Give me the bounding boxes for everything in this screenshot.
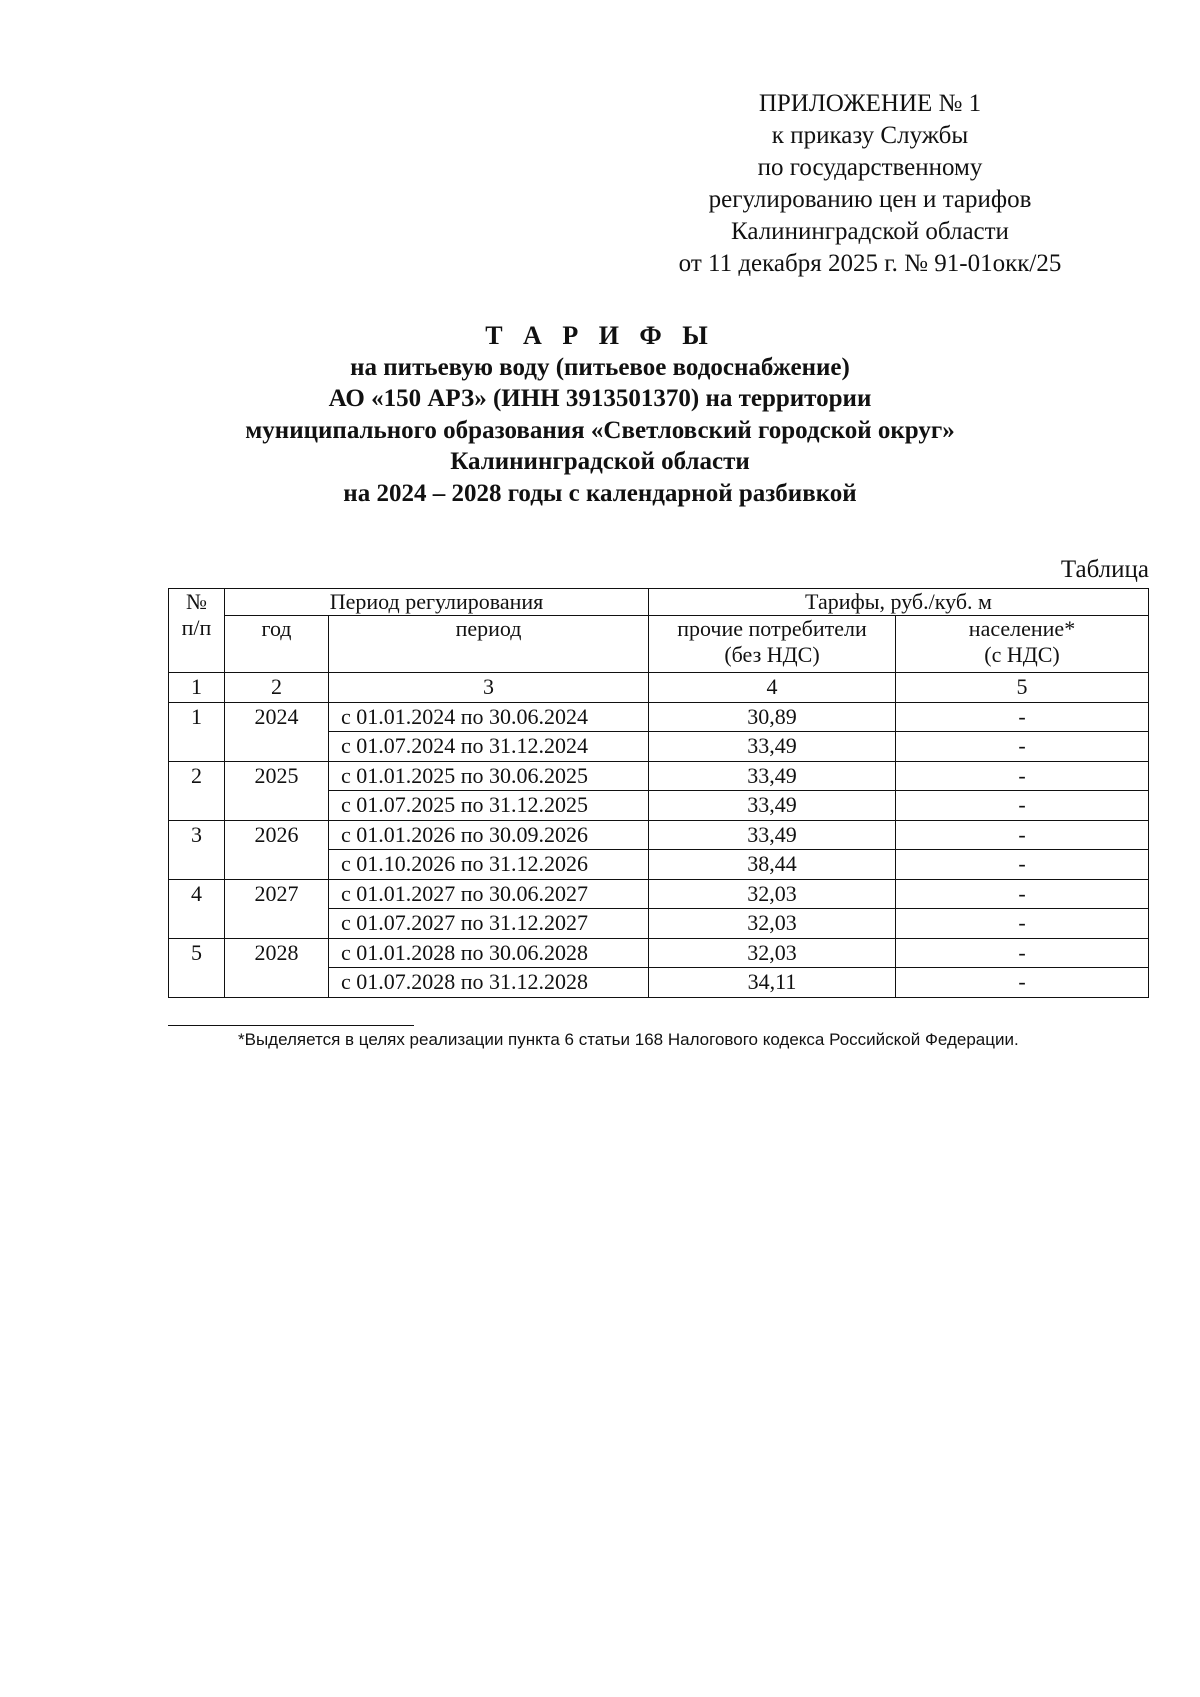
row-num: 4: [169, 879, 225, 938]
header-other-consumers: прочие потребители (без НДС): [649, 616, 896, 673]
appendix-heading: ПРИЛОЖЕНИЕ № 1: [758, 90, 982, 117]
row-tariff-other: 38,44: [649, 850, 896, 880]
row-period: с 01.01.2027 по 30.06.2027: [329, 879, 649, 909]
column-number: 1: [169, 673, 225, 703]
header-period: период: [329, 616, 649, 673]
table-row: [169, 761, 1149, 791]
table-row: [169, 879, 1149, 909]
table-row: [169, 938, 1149, 968]
column-numbers-row: [169, 673, 1149, 703]
row-year: 2025: [225, 761, 329, 820]
title-line: АО «150 АРЗ» (ИНН 3913501370) на территории: [328, 385, 872, 412]
appendix-order-date: от 11 декабря 2025 г. № 91-01окк/25: [678, 250, 1062, 277]
table-row: [169, 820, 1149, 850]
row-year: 2024: [225, 702, 329, 761]
title-line: на 2024 – 2028 годы с календарной разбивкой: [343, 479, 857, 507]
footnote: *Выделяется в целях реализации пункта 6 статьи 168 Налогового кодекса Российской Федерации.: [238, 1030, 1019, 1049]
row-year: 2026: [225, 820, 329, 879]
row-tariff-population: -: [896, 791, 1149, 821]
title-line: Калининградской области: [450, 448, 750, 475]
row-period: с 01.07.2027 по 31.12.2027: [329, 909, 649, 939]
title-line: на питьевую воду (питьевое водоснабжение): [350, 353, 850, 381]
header-num: № п/п: [169, 589, 225, 673]
header-tariff-group: Тарифы, руб./куб. м: [649, 589, 1149, 616]
row-period: с 01.01.2026 по 30.09.2026: [329, 820, 649, 850]
header-period-group: Период регулирования: [225, 589, 649, 616]
appendix-line: к приказу Службы: [771, 122, 969, 149]
row-num: 5: [169, 938, 225, 997]
tariffs-table: [168, 588, 1149, 998]
row-tariff-population: -: [896, 761, 1149, 791]
row-tariff-population: -: [896, 938, 1149, 968]
row-tariff-other: 34,11: [649, 968, 896, 998]
appendix-line: по государственному: [757, 154, 983, 181]
table-subheader-row: [169, 616, 1149, 673]
appendix-block: [640, 88, 1100, 280]
row-tariff-other: 30,89: [649, 702, 896, 732]
row-tariff-other: 32,03: [649, 879, 896, 909]
title-line: муниципального образования «Светловский городской округ»: [245, 416, 955, 444]
row-period: с 01.01.2024 по 30.06.2024: [329, 702, 649, 732]
row-period: с 01.07.2028 по 31.12.2028: [329, 968, 649, 998]
row-tariff-other: 33,49: [649, 761, 896, 791]
row-tariff-population: -: [896, 732, 1149, 762]
row-num: 2: [169, 761, 225, 820]
column-number: 2: [225, 673, 329, 703]
table-row: [169, 702, 1149, 732]
footnote-divider: [168, 1025, 414, 1026]
column-number: 3: [329, 673, 649, 703]
appendix-line: регулированию цен и тарифов: [708, 186, 1032, 213]
row-tariff-other: 32,03: [649, 909, 896, 939]
row-period: с 01.10.2026 по 31.12.2026: [329, 850, 649, 880]
row-year: 2027: [225, 879, 329, 938]
column-number: 4: [649, 673, 896, 703]
table-header-row: [169, 589, 1149, 616]
header-year: год: [225, 616, 329, 673]
row-period: с 01.01.2025 по 30.06.2025: [329, 761, 649, 791]
document-title: [150, 320, 1050, 509]
row-tariff-other: 33,49: [649, 791, 896, 821]
row-tariff-other: 32,03: [649, 938, 896, 968]
row-num: 1: [169, 702, 225, 761]
row-tariff-population: -: [896, 968, 1149, 998]
row-year: 2028: [225, 938, 329, 997]
header-population: население* (с НДС): [896, 616, 1149, 673]
title-main: Т А Р И Ф Ы: [485, 321, 715, 350]
row-tariff-population: -: [896, 879, 1149, 909]
row-period: с 01.07.2025 по 31.12.2025: [329, 791, 649, 821]
row-period: с 01.01.2028 по 30.06.2028: [329, 938, 649, 968]
appendix-line: Калининградской области: [731, 218, 1009, 245]
row-num: 3: [169, 820, 225, 879]
column-number: 5: [896, 673, 1149, 703]
table-caption: Таблица: [1060, 556, 1149, 583]
row-tariff-population: -: [896, 909, 1149, 939]
row-tariff-population: -: [896, 702, 1149, 732]
row-tariff-population: -: [896, 820, 1149, 850]
row-period: с 01.07.2024 по 31.12.2024: [329, 732, 649, 762]
row-tariff-other: 33,49: [649, 732, 896, 762]
row-tariff-population: -: [896, 850, 1149, 880]
row-tariff-other: 33,49: [649, 820, 896, 850]
